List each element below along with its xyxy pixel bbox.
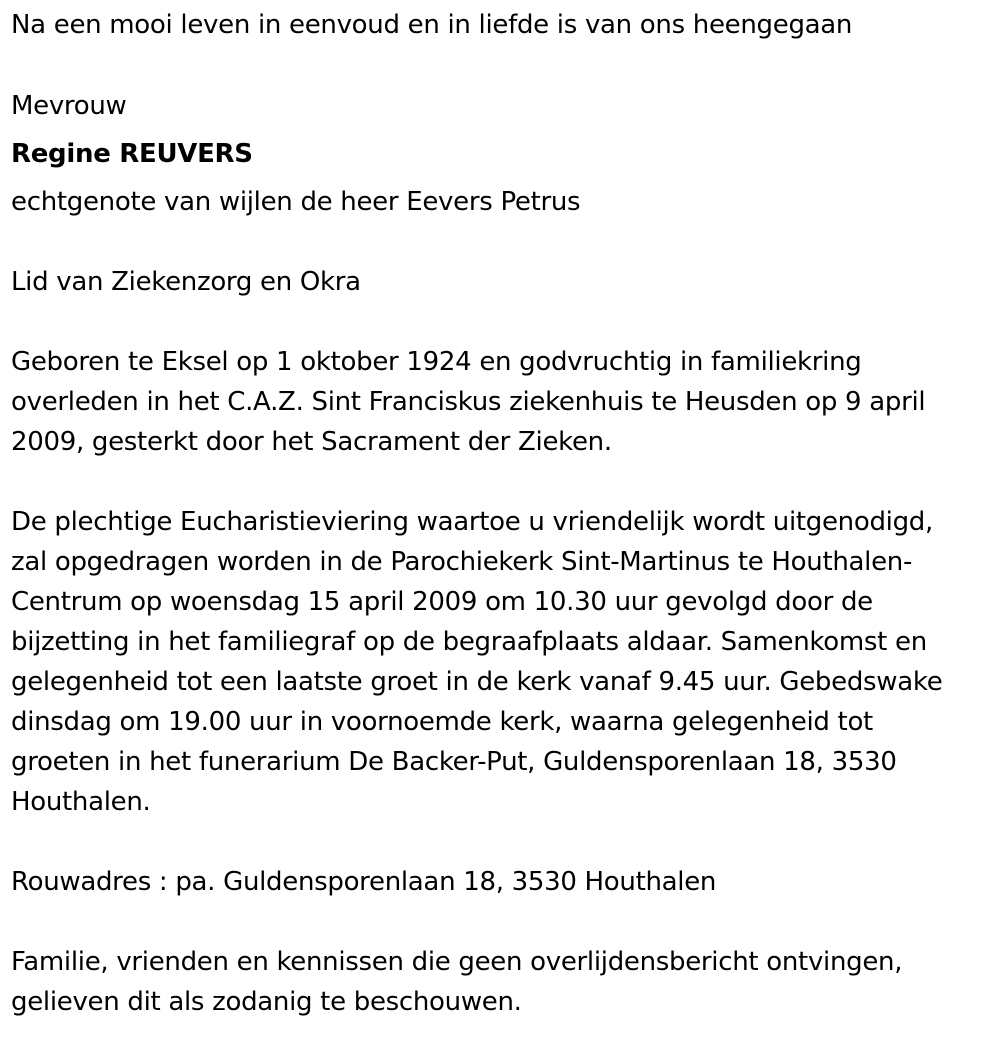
paragraph-line: De plechtige Eucharistieviering waartoe u vriendelijk wordt uitgenodigd, [11, 507, 933, 537]
paragraph-line: overleden in het C.A.Z. Sint Franciskus ziekenhuis te Heusden op 9 april [11, 387, 926, 417]
paragraph-line: gelegenheid tot een laatste groet in de kerk vanaf 9.45 uur. Gebedswake [11, 667, 943, 697]
paragraph-line: gelieven dit als zodanig te beschouwen. [11, 987, 522, 1017]
paragraph-line: groeten in het funerarium De Backer-Put, Guldensporenlaan 18, 3530 [11, 747, 897, 777]
spouse-line: echtgenote van wijlen de heer Eevers Petrus [11, 187, 581, 217]
paragraph-line: Centrum op woensdag 15 april 2009 om 10.30 uur gevolgd door de [11, 587, 873, 617]
deceased-name: Regine REUVERS [11, 139, 253, 169]
paragraph-line: Geboren te Eksel op 1 oktober 1924 en godvruchtig in familiekring [11, 347, 862, 377]
intro-line: Na een mooi leven in eenvoud en in liefde is van ons heengegaan [11, 10, 853, 40]
paragraph-line: Houthalen. [11, 787, 151, 817]
salutation: Mevrouw [11, 91, 127, 121]
mourning-address: Rouwadres : pa. Guldensporenlaan 18, 3530 Houthalen [11, 867, 717, 897]
paragraph-line: dinsdag om 19.00 uur in voornoemde kerk, waarna gelegenheid tot [11, 707, 873, 737]
paragraph-line: Familie, vrienden en kennissen die geen overlijdensbericht ontvingen, [11, 947, 903, 977]
paragraph-line: bijzetting in het familiegraf op de begraafplaats aldaar. Samenkomst en [11, 627, 927, 657]
paragraph-line: zal opgedragen worden in de Parochiekerk Sint-Martinus te Houthalen- [11, 547, 913, 577]
membership-line: Lid van Ziekenzorg en Okra [11, 267, 361, 297]
paragraph-line: 2009, gesterkt door het Sacrament der Zieken. [11, 427, 612, 457]
